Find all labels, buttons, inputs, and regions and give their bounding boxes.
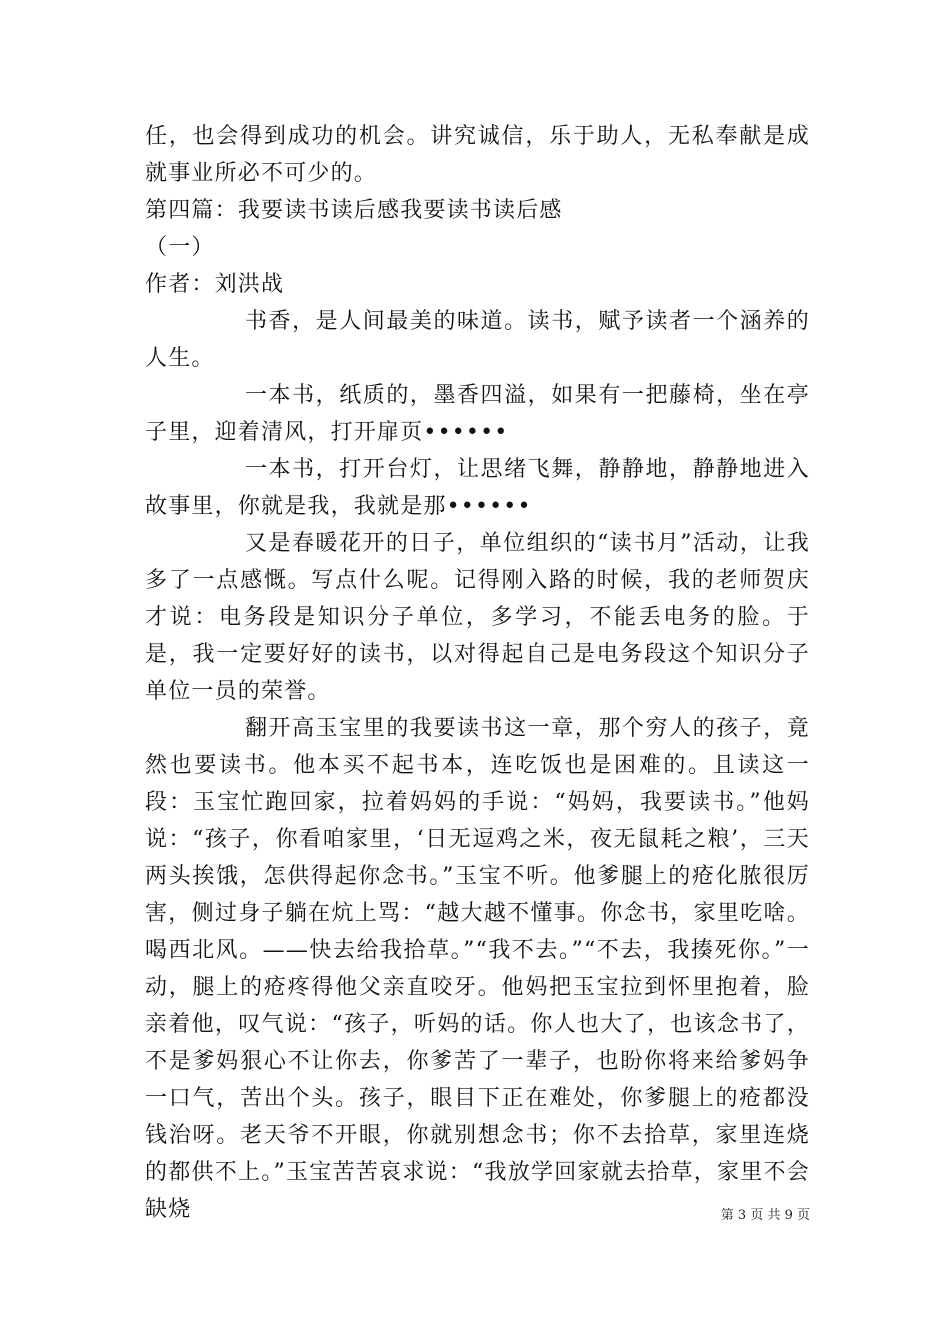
page-number: 第 3 页 共 9 页 (720, 1208, 810, 1223)
author-line: 作者：刘洪战 (145, 272, 285, 297)
section-subheading: （一） (145, 235, 215, 260)
paragraph: 一本书，纸质的，墨香四溢，如果有一把藤椅，坐在亭子里，迎着清风，打开扉页•••••• (145, 383, 810, 445)
paragraph-continuation: 任，也会得到成功的机会。讲究诚信，乐于助人，无私奉献是成就事业所必不可少的。 (145, 124, 810, 186)
paragraph: 书香，是人间最美的味道。读书，赋予读者一个涵养的人生。 (145, 309, 810, 371)
paragraph: 翻开高玉宝里的我要读书这一章，那个穷人的孩子，竟然也要读书。他本买不起书本，连吃饭也是困难的。且读这一段：玉宝忙跑回家，拉着妈妈的手说：“妈妈，我要读书。”他妈说：“孩子，你看咱家里，‘日无逗鸡之米，夜无鼠耗之粮’，三天两头挨饿，怎供得起你念书。”玉宝不听。他爹腿上的疮化脓很厉害，侧过身子躺在炕上骂：“越大越不懂事。你念书，家里吃啥。喝西北风。——快去给我拾草。”“我不去。”“不去，我揍死你。”一动，腿上的疮疼得他父亲直咬牙。他妈把玉宝拉到怀里抱着，脸亲着他，叹气说：“孩子，听妈的话。你人也大了，也该念书了，不是爹妈狠心不让你去，你爹苦了一辈子，也盼你将来给爹妈争一口气，苦出个头。孩子，眼目下正在难处，你爹腿上的疮都没钱治呀。老天爷不开眼，你就别想念书；你不去拾草，家里连烧的都供不上。”玉宝苦苦哀求说：“我放学回家就去拾草，家里不会缺烧 (145, 716, 810, 1222)
paragraph: 又是春暖花开的日子，单位组织的“读书月”活动，让我多了一点感慨。写点什么呢。记得刚入路的时候，我的老师贺庆才说：电务段是知识分子单位，多学习，不能丢电务的脸。于是，我一定要好好的读书，以对得起自己是电务段这个知识分子单位一员的荣誉。 (145, 531, 810, 704)
document-body (145, 118, 810, 1228)
section-heading: 第四篇：我要读书读后感我要读书读后感 (145, 198, 563, 223)
paragraph: 一本书，打开台灯，让思绪飞舞，静静地，静静地进入故事里，你就是我，我就是那•••••• (145, 457, 810, 519)
